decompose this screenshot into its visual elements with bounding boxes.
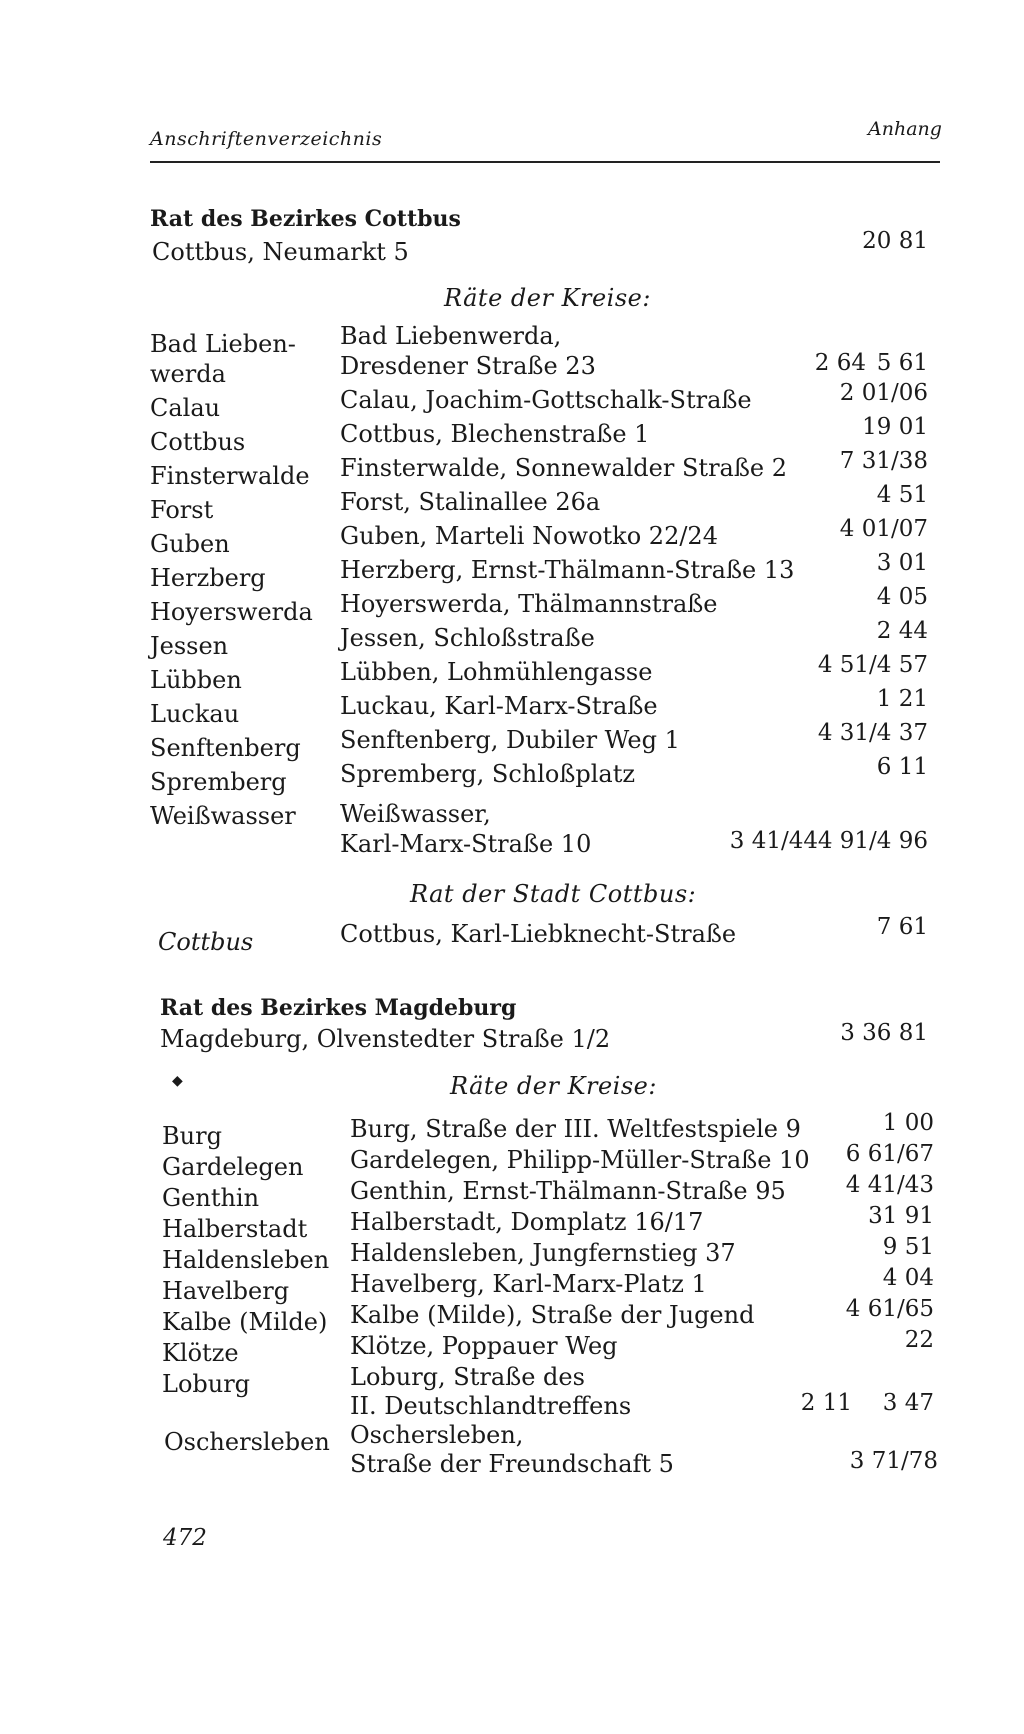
kreis-name: Burg [162,1122,222,1150]
kreis-name: Forst [150,496,214,524]
kreis-name: Havelberg [162,1277,290,1305]
kreis-name: Genthin [162,1184,260,1212]
kreis-address: Calau, Joachim-Gottschalk-Straße [340,386,752,414]
kreis-address: Luckau, Karl-Marx-Straße [340,692,658,720]
subheading-raete-der-kreise: Räte der Kreise: [450,1072,657,1100]
kreis-phone: 4 41/43 [845,1172,934,1198]
kreis-name: Loburg [162,1370,251,1398]
running-head-left: Anschriftenverzeichnis [150,128,383,150]
kreis-phone: 19 01 [862,414,928,440]
kreis-phone: 6 61/67 [845,1141,934,1167]
stadt-address: Cottbus, Karl-Liebknecht-Straße [340,920,737,948]
kreis-phone-secondary: 2 64 [814,350,866,376]
print-speck: ◆ [172,1073,183,1089]
kreis-phone: 4 04 [882,1265,934,1291]
kreis-phone: 4 51 [876,482,928,508]
subheading-rat-der-stadt: Rat der Stadt Cottbus: [410,880,697,908]
kreis-phone: 4 51/4 57 [817,652,928,678]
running-head-right: Anhang [868,118,942,140]
kreis-phone-secondary: 3 41/44 [729,828,818,854]
kreis-phone: 9 51 [882,1234,934,1260]
kreis-address: Finsterwalde, Sonnewalder Straße 2 [340,454,787,482]
kreis-name-continued: werda [150,360,226,388]
kreis-address: Senftenberg, Dubiler Weg 1 [340,726,680,754]
kreis-name: Hoyerswerda [150,598,313,626]
kreis-phone: 22 [904,1327,934,1353]
subheading-raete-der-kreise: Räte der Kreise: [444,284,651,312]
kreis-name: Guben [150,530,230,558]
kreis-phone: 3 47 [882,1390,934,1416]
kreis-address: Forst, Stalinallee 26a [340,488,601,516]
section-title-cottbus: Rat des Bezirkes Cottbus [150,206,461,232]
section-address-magdeburg: Magdeburg, Olvenstedter Straße 1/2 [160,1025,611,1053]
kreis-phone: 7 31/38 [839,448,928,474]
kreis-name: Gardelegen [162,1153,304,1181]
kreis-name: Lübben [150,666,242,694]
kreis-address: Oschersleben, [350,1421,524,1449]
kreis-phone: 4 31/4 37 [817,720,928,746]
kreis-phone: 6 11 [876,754,928,780]
kreis-address: Kalbe (Milde), Straße der Jugend [350,1301,755,1329]
kreis-phone: 4 91/4 96 [817,828,928,854]
kreis-name: Calau [150,394,221,422]
section-address-cottbus: Cottbus, Neumarkt 5 [152,238,409,266]
kreis-address: Guben, Marteli Nowotko 22/24 [340,522,718,550]
kreis-address: Bad Liebenwerda, [340,322,562,350]
kreis-address-continued: II. Deutschlandtreffens [350,1392,632,1420]
kreis-phone: 1 00 [882,1110,934,1136]
kreis-name: Oschersleben [164,1428,330,1456]
kreis-name: Kalbe (Milde) [162,1308,328,1336]
kreis-address: Loburg, Straße des [350,1363,585,1391]
kreis-address: Spremberg, Schloßplatz [340,760,636,788]
kreis-name: Luckau [150,700,240,728]
kreis-phone: 4 05 [876,584,928,610]
kreis-phone: 4 61/65 [845,1296,934,1322]
kreis-phone: 31 91 [868,1203,934,1229]
kreis-address: Havelberg, Karl-Marx-Platz 1 [350,1270,707,1298]
kreis-phone: 3 01 [876,550,928,576]
kreis-name: Jessen [150,632,229,660]
kreis-address: Haldensleben, Jungfernstieg 37 [350,1239,736,1267]
kreis-address: Hoyerswerda, Thälmannstraße [340,590,718,618]
header-rule [150,161,940,163]
kreis-address-continued: Straße der Freundschaft 5 [350,1450,674,1478]
kreis-name: Finsterwalde [150,462,310,490]
kreis-name: Haldensleben [162,1246,330,1274]
kreis-address: Jessen, Schloßstraße [340,624,595,652]
kreis-address: Herzberg, Ernst-Thälmann-Straße 13 [340,556,795,584]
kreis-address: Burg, Straße der III. Weltfestspiele 9 [350,1115,801,1143]
section-title-magdeburg: Rat des Bezirkes Magdeburg [160,995,517,1021]
kreis-phone: 2 01/06 [839,380,928,406]
kreis-name: Senftenberg [150,734,301,762]
kreis-name: Herzberg [150,564,266,592]
stadt-name: Cottbus [158,928,254,956]
kreis-name: Bad Lieben- [150,330,296,358]
stadt-phone: 7 61 [876,914,928,940]
kreis-name: Spremberg [150,768,287,796]
kreis-phone: 4 01/07 [839,516,928,542]
kreis-phone: 5 61 [876,350,928,376]
kreis-address: Lübben, Lohmühlengasse [340,658,653,686]
kreis-name: Halberstadt [162,1215,308,1243]
kreis-address: Cottbus, Blechenstraße 1 [340,420,650,448]
kreis-address: Weißwasser, [340,800,491,828]
page-number: 472 [163,1525,207,1551]
section-phone-magdeburg: 3 36 81 [840,1020,928,1046]
kreis-address: Klötze, Poppauer Weg [350,1332,618,1360]
kreis-address: Gardelegen, Philipp-Müller-Straße 10 [350,1146,810,1174]
kreis-name: Klötze [162,1339,239,1367]
kreis-phone: 2 44 [876,618,928,644]
kreis-address-continued: Karl-Marx-Straße 10 [340,830,592,858]
kreis-phone-secondary: 2 11 [800,1390,852,1416]
kreis-name: Cottbus [150,428,246,456]
kreis-address-continued: Dresdener Straße 23 [340,352,596,380]
kreis-phone: 1 21 [876,686,928,712]
kreis-address: Halberstadt, Domplatz 16/17 [350,1208,704,1236]
kreis-name: Weißwasser [150,802,296,830]
kreis-address: Genthin, Ernst-Thälmann-Straße 95 [350,1177,786,1205]
section-phone-cottbus: 20 81 [862,228,928,254]
kreis-phone: 3 71/78 [849,1448,938,1474]
